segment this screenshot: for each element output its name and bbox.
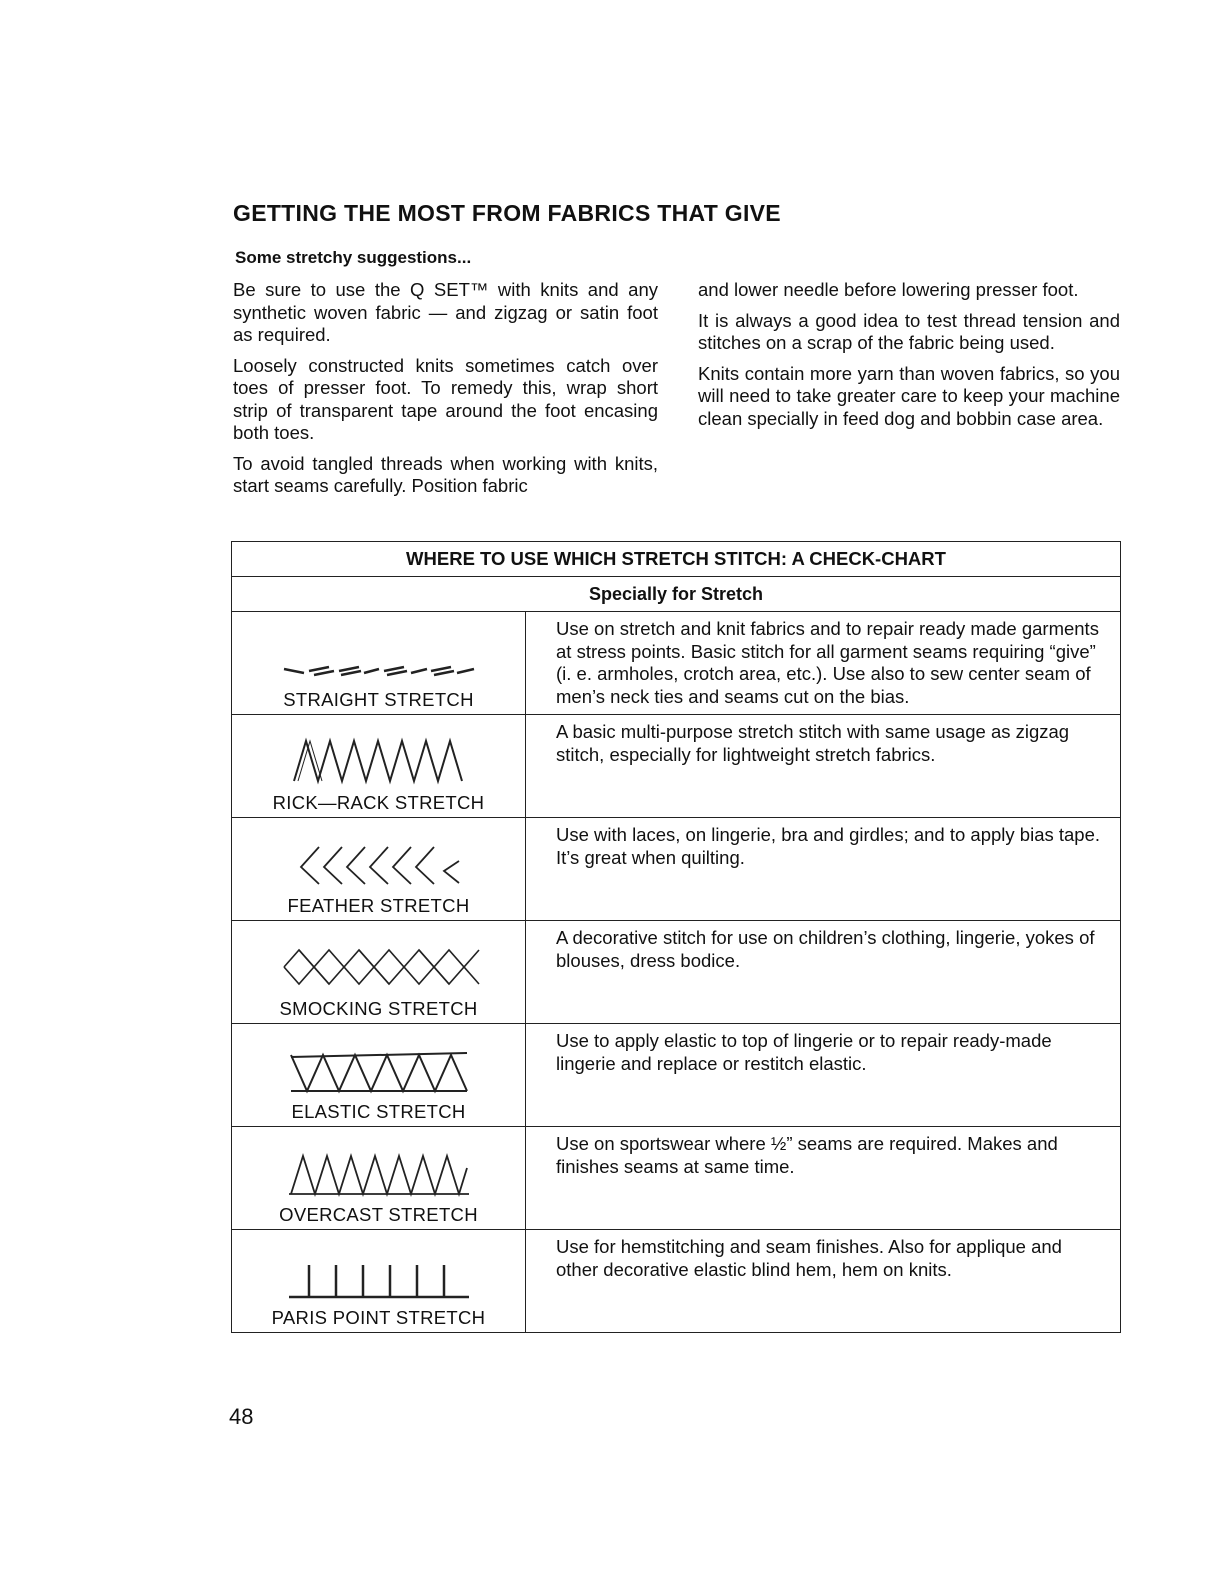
- chart-section-heading: Specially for Stretch: [232, 577, 1121, 612]
- stitch-cell: [232, 612, 526, 715]
- straight-stretch-stitch-icon: [279, 657, 479, 683]
- stitch-name: OVERCAST STRETCH: [279, 1204, 478, 1225]
- overcast-stretch-stitch-icon: [279, 1148, 479, 1198]
- paragraph: Loosely constructed knits sometimes catch over toes of presser foot. To remedy this, wrap short strip of transparent tape around the foot encasing both toes.: [233, 354, 658, 443]
- paragraph: Be sure to use the Q SET™ with knits and any synthetic woven fabric — and zigzag or satin foot as required.: [233, 279, 658, 345]
- paragraph: To avoid tangled threads when working with knits, start seams carefully. Position fabric: [233, 452, 658, 496]
- stitch-description: Use for hemstitching and seam finishes. Also for applique and other decorative elastic blind hem, hem on knits.: [526, 1230, 1121, 1333]
- paragraph: It is always a good idea to test thread tension and stitches on a scrap of the fabric being used.: [698, 309, 1120, 353]
- table-row: [232, 818, 1121, 921]
- stitch-cell: [232, 715, 526, 818]
- stitch-description: A basic multi-purpose stretch stitch with same usage as zigzag stitch, especially for lightweight stretch fabrics.: [526, 715, 1121, 818]
- chart-title: WHERE TO USE WHICH STRETCH STITCH: A CHECK-CHART: [232, 542, 1121, 577]
- table-row: [232, 921, 1121, 1024]
- paris-point-stretch-stitch-icon: [279, 1251, 479, 1301]
- stretch-stitch-check-chart: [231, 541, 1121, 1333]
- stitch-name: FEATHER STRETCH: [287, 895, 470, 916]
- stitch-description: Use to apply elastic to top of lingerie or to repair ready-made lingerie and replace or restitch elastic.: [526, 1024, 1121, 1127]
- stitch-name: SMOCKING STRETCH: [279, 998, 478, 1019]
- stitch-description: Use with laces, on lingerie, bra and girdles; and to apply bias tape. It’s great when quilting.: [526, 818, 1121, 921]
- table-row: [232, 1127, 1121, 1230]
- stitch-description: A decorative stitch for use on children’s clothing, lingerie, yokes of blouses, dress bodice.: [526, 921, 1121, 1024]
- stitch-name: ELASTIC STRETCH: [291, 1101, 466, 1122]
- left-text-column: [233, 279, 658, 506]
- stitch-cell: [232, 1230, 526, 1333]
- stitch-cell: [232, 1127, 526, 1230]
- stitch-description: Use on sportswear where ½” seams are required. Makes and finishes seams at same time.: [526, 1127, 1121, 1230]
- table-row: [232, 1024, 1121, 1127]
- stitch-name: RICK—RACK STRETCH: [272, 792, 485, 813]
- stitch-name: PARIS POINT STRETCH: [271, 1307, 486, 1328]
- right-text-column: [698, 279, 1120, 438]
- page-title: GETTING THE MOST FROM FABRICS THAT GIVE: [233, 200, 781, 226]
- stitch-cell: [232, 1024, 526, 1127]
- smocking-stretch-stitch-icon: [269, 942, 489, 992]
- paragraph: and lower needle before lowering presser foot.: [698, 279, 1079, 300]
- elastic-stretch-stitch-icon: [279, 1045, 479, 1095]
- stitch-cell: [232, 921, 526, 1024]
- section-subheading: Some stretchy suggestions...: [235, 248, 472, 267]
- feather-stretch-stitch-icon: [279, 839, 479, 889]
- table-row: [232, 1230, 1121, 1333]
- stitch-cell: [232, 818, 526, 921]
- paragraph: Knits contain more yarn than woven fabrics, so you will need to take greater care to keep your machine clean specially in feed dog and bobbin case area.: [698, 362, 1120, 429]
- stitch-description: Use on stretch and knit fabrics and to repair ready made garments at stress points. Basic stitch for all garment seams requiring “give” (i. e. armholes, crotch area, etc.). Use also to sew center seam of men’s neck ties and seams cut on the bias.: [526, 612, 1121, 715]
- table-row: [232, 612, 1121, 715]
- stitch-name: STRAIGHT STRETCH: [283, 689, 474, 710]
- page-number: 48: [229, 1404, 254, 1429]
- rick-rack-stretch-stitch-icon: [279, 736, 479, 786]
- table-row: [232, 715, 1121, 818]
